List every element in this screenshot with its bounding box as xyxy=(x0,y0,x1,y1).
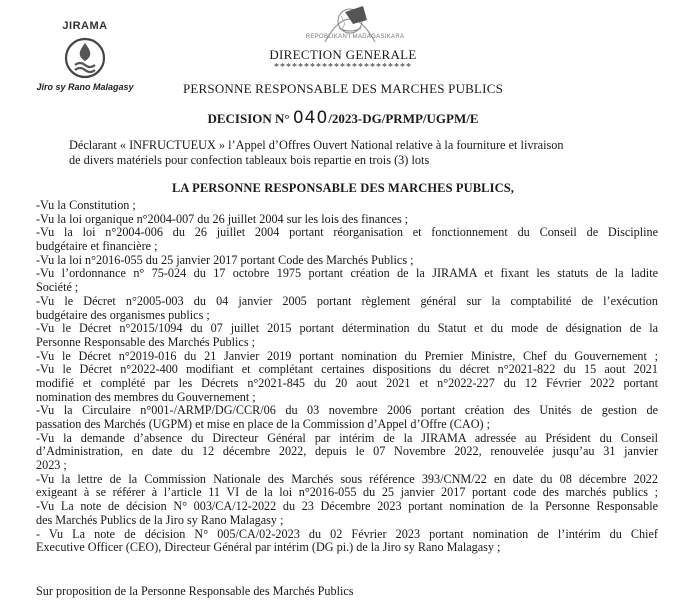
visa-line: -Vu la Constitution ; xyxy=(36,199,136,212)
visa-line: Executive Officer (CEO), Directeur Général par intérim (DG pi.) de la Jiro sy Rano Malagasy ; xyxy=(36,541,501,555)
decision-suffix: /2023-DG/PRMP/UGPM/E xyxy=(328,111,479,126)
visa-line: Personne Responsable des Marchés Publics ; xyxy=(36,335,256,349)
visa-line: - Vu La note de décision N° 005/CA/02-2023 du 02 Février 2023 portant nomination de l’intérim du Chief xyxy=(36,527,658,541)
decision-number: 040 xyxy=(292,108,329,128)
closing-line: Sur proposition de la Personne Responsable des Marchés Publics xyxy=(36,584,354,598)
visa-line: 2023 ; xyxy=(36,459,67,473)
seal-lettering: REPOBLIKAN’I MADAGASIKARA xyxy=(305,34,405,40)
visa-line: d’Administration, en date du 12 décembre 2022, depuis le 07 Novembre 2022, renouvelée jusqu’au 31 janvier xyxy=(36,445,658,459)
visa-line: -Vu l’ordonnance n° 75-024 du 17 octobre 1975 portant création de la JIRAMA et fixant les statuts de la ladite xyxy=(36,267,658,281)
organisation-title: PERSONNE RESPONSABLE DES MARCHES PUBLICS xyxy=(182,81,504,96)
visa-list xyxy=(36,199,658,555)
visa-line: budgétaire des organismes publics ; xyxy=(36,308,210,322)
visa-line: passation des Marchés (UGPM) et mise en place de la Commission d’Appel d’Offre (CAO) ; xyxy=(36,418,490,431)
visa-line: nomination des membres du Gouvernement ; xyxy=(36,390,256,404)
decision-reference xyxy=(0,108,686,128)
visa-line: -Vu La note de décision N° 003/CA/12-2022 du 23 Décembre 2023 portant nomination de la Personne Responsable xyxy=(36,500,658,514)
visa-line: -Vu la Circulaire n°001-/ARMP/DG/CCR/06 du 03 novembre 2006 portant création des Unités de gestion de xyxy=(36,404,658,418)
visa-line: des Marchés Publics de la Jiro sy Rano Malagasy ; xyxy=(36,513,284,527)
visa-line: -Vu la loi organique n°2004-007 du 26 juillet 2004 sur les lois des finances ; xyxy=(36,212,409,226)
visa-line: -Vu le Décret n°2005-003 du 04 janvier 2005 portant règlement général sur la comptabilité de l’exécution xyxy=(36,294,658,308)
decision-prefix: DECISION N° xyxy=(207,111,290,126)
direction-title: DIRECTION GENERALE xyxy=(269,47,417,62)
logo-name: JIRAMA xyxy=(62,20,108,32)
visa-line: exigeant à se référer à l’article 11 VI de la loi n°2016-055 du 25 janvier 2017 portant code des marchés publics ; xyxy=(36,486,658,500)
authority-heading: LA PERSONNE RESPONSABLE DES MARCHES PUBLICS, xyxy=(172,181,514,195)
visa-line: -Vu le Décret n°2015/1094 du 07 juillet 2015 portant détermination du Statut et du mode de désignation de la xyxy=(36,322,658,336)
visa-line: -Vu la loi n°2016-055 du 25 janvier 2017 portant Code des Marchés Publics ; xyxy=(36,253,414,267)
logo-tagline: Jiro sy Rano Malagasy xyxy=(36,82,134,92)
star-divider: *********************** xyxy=(274,62,412,73)
subject-line-1: Déclarant « INFRUCTUEUX » l’Appel d’Offres Ouvert National relative à la fourniture et livraison xyxy=(69,138,564,152)
visa-line: modifié et complété par les Décrets n°2021-845 du 20 aout 2021 et n°2022-227 du 12 Février 2022 portant xyxy=(36,376,658,390)
subject-line-2: de divers matériels pour confection tableaux bois repartie en trois (3) lots xyxy=(69,153,430,167)
visa-line: -Vu la lettre de la Commission Nationale des Marchés sous référence 393/CNM/22 en date du 08 décembre 2022 xyxy=(36,472,658,486)
visa-line: -Vu la loi n°2004-006 du 26 juillet 2004 portant réorganisation et fonctionnement du Conseil de Discipline xyxy=(36,226,658,240)
visa-line: Société ; xyxy=(36,281,79,295)
visa-line: -Vu le Décret n°2019-016 du 21 Janvier 2019 portant nomination du Premier Ministre, Chef du Gouvernement ; xyxy=(36,349,658,363)
visa-line: -Vu la demande d’absence du Directeur Général par intérim de la JIRAMA adressée au Président du Conseil xyxy=(36,431,658,445)
visa-line: budgétaire et financière ; xyxy=(36,240,158,254)
visa-line: -Vu le Décret n°2022-400 modifiant et complétant certaines dispositions du décret n°2021-822 du 15 aout 2021 xyxy=(36,363,658,377)
